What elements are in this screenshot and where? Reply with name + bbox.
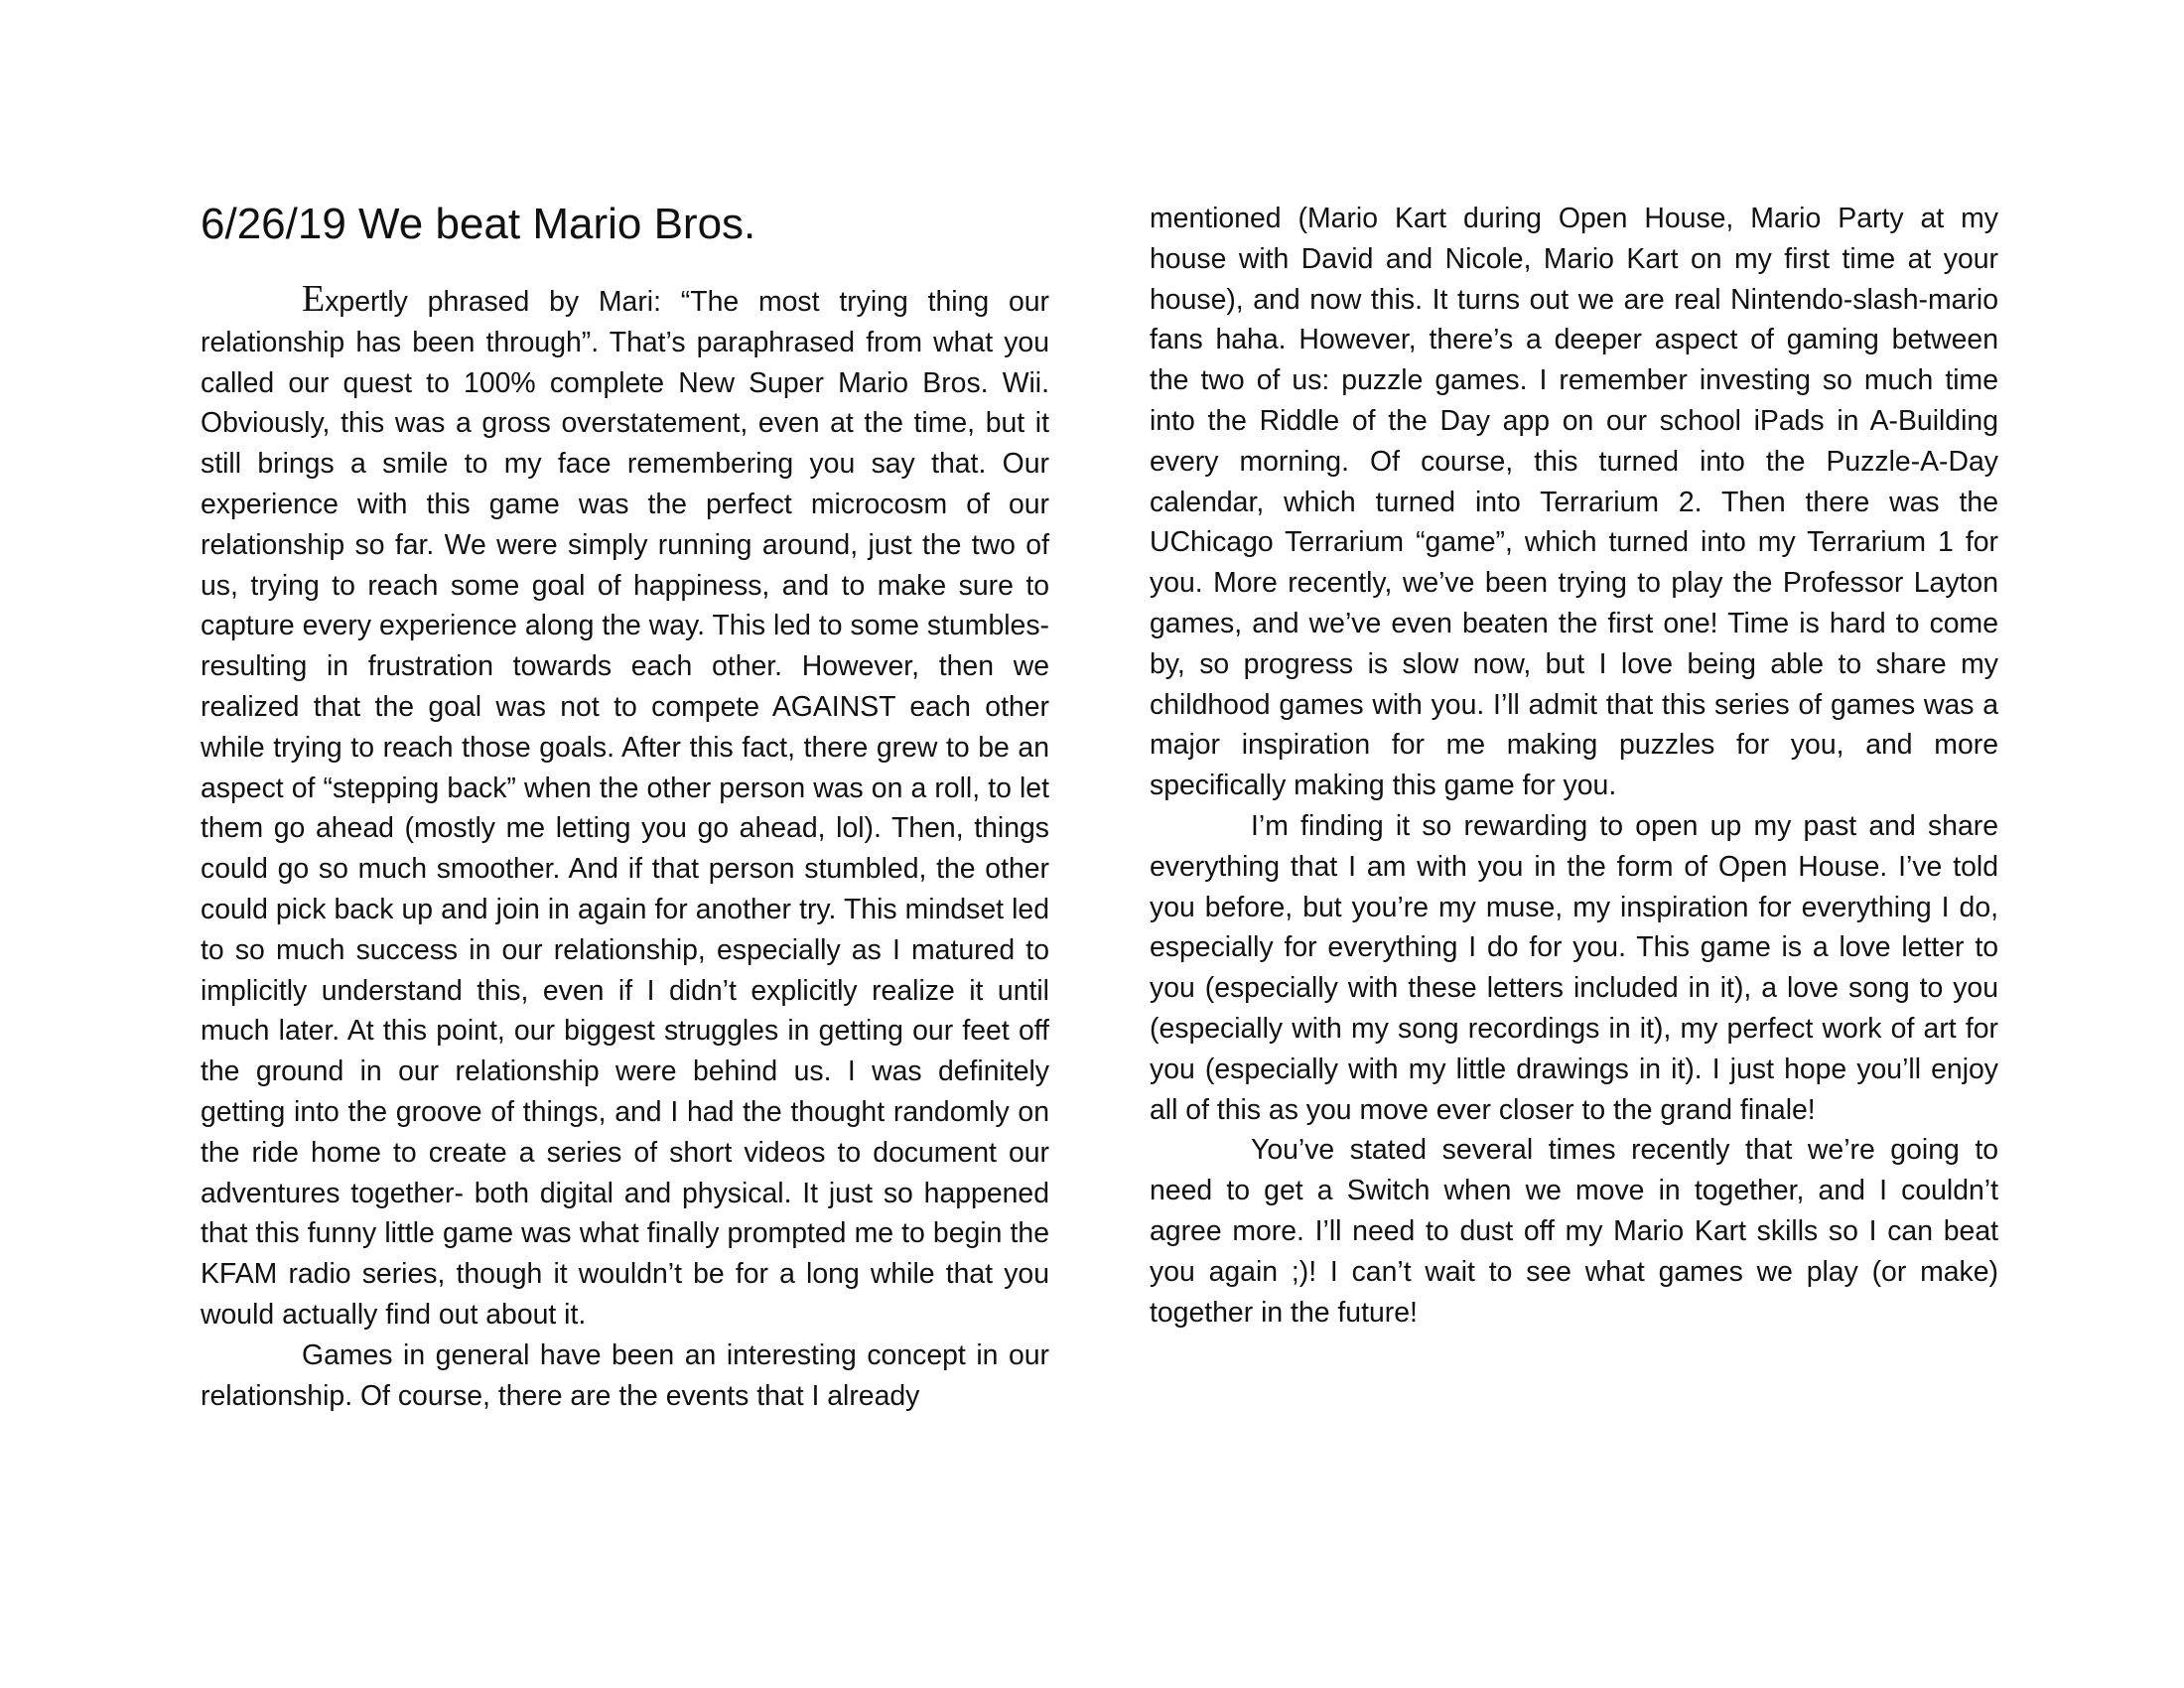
- paragraph-4: You’ve stated several times recently that we’re going to need to get a Switch when we move in together, and I couldn’t agree more. I’ll need to dust off my Mario Kart skills so I can beat you again ;)! I can’t wait to see what games we play (or make) together in the future!: [1150, 1134, 1998, 1329]
- left-column: [201, 278, 1049, 1416]
- right-column: [1150, 199, 1998, 1333]
- paragraph-2-continued: mentioned (Mario Kart during Open House, Mario Party at my house with David and Nicole, Mario Kart on my first time at your house), and now this. It turns out we are real Nintendo-slash-mario fans haha. However, there’s a deeper aspect of gaming between the two of us: puzzle games. I remember investing so much time into the Riddle of the Day app on our school iPads in A-Building every morning. Of course, this turned into the Puzzle-A-Day calendar, which turned into Terrarium 2. Then there was the UChicago Terrarium “game”, which turned into my Terrarium 1 for you. More recently, we’ve been trying to play the Professor Layton games, and we’ve even beaten the first one! Time is hard to come by, so progress is slow now, but I love being able to share my childhood games with you. I’ll admit that this series of games was a major inspiration for me making puzzles for you, and more specifically making this game for you.: [1150, 203, 1998, 802]
- drop-cap: E: [302, 278, 326, 320]
- paragraph-2: Games in general have been an interesting concept in our relationship. Of course, there are the events that I already: [201, 1338, 1049, 1412]
- paragraph-1-text: xpertly phrased by Mari: “The most trying thing our relationship has been through”. That’s paraphrased from what you called our quest to 100% complete New Super Mario Bros. Wii. Obviously, this was a gross overstatement, even at the time, but it still brings a smile to my face remembering you say that. Our experience with this game was the perfect microcosm of our relationship so far. We were simply running around, just the two of us, trying to reach some goal of happiness, and to make sure to capture every experience along the way. This led to some stumbles- resulting in frustration towards each other. However, then we realized that the goal was not to compete AGAINST each other while trying to reach those goals. After this fact, there grew to be an aspect of “stepping back” when the other person was on a roll, to let them go ahead (mostly me letting you go ahead, lol). Then, things could go so much smoother. And if that person stumbled, the other could pick back up and join in again for another try. This mindset led to so much success in our relationship, especially as I matured to implicitly understand this, even if I didn’t explicitly realize it until much later. At this point, our biggest struggles in getting our feet off the ground in our relationship were behind us. I was definitely getting into the groove of things, and I had the thought randomly on the ride home to create a series of short videos to document our adventures together- both digital and physical. It just so happened that this funny little game was what finally prompted me to begin the KFAM radio series, though it wouldn’t be for a long while that you would actually find out about it.: [201, 286, 1049, 1331]
- paragraph-1: [201, 278, 1049, 1336]
- paragraph-3: I’m finding it so rewarding to open up my past and share everything that I am with you in the form of Open House. I’ve told you before, but you’re my muse, my inspiration for everything I do, especially for everything I do for you. This game is a love letter to you (especially with these letters included in it), a love song to you (especially with my song recordings in it), my perfect work of art for you (especially with my little drawings in it). I just hope you’ll enjoy all of this as you move ever closer to the grand finale!: [1150, 809, 1998, 1126]
- page-title: 6/26/19 We beat Mario Bros.: [201, 200, 756, 248]
